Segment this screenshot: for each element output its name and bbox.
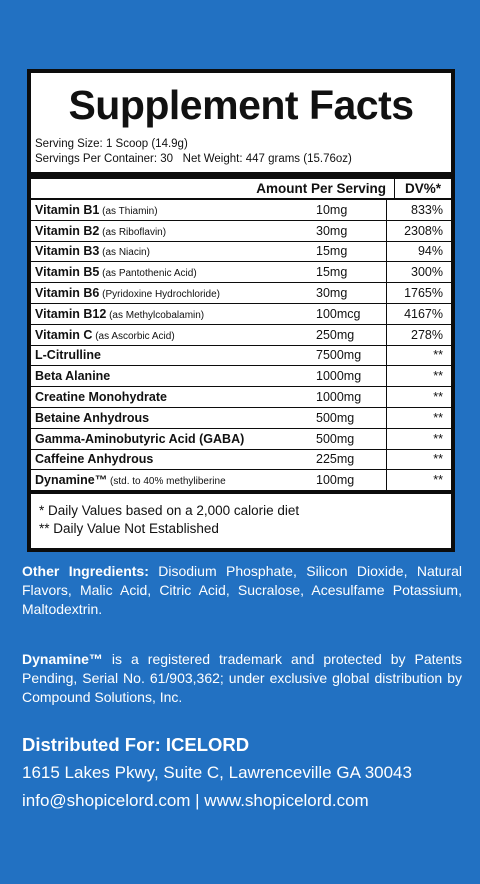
nutrient-amount: 250mg [316,327,355,342]
nutrient-rows [31,200,451,490]
trademark-notice [22,650,462,707]
table-row [31,450,451,471]
nutrient-name-cell [31,390,316,404]
nutrient-amount: 1000mg [316,369,362,384]
nutrient-amount: 100mcg [316,306,361,321]
nutrient-dv: ** [386,429,451,449]
serving-size: Serving Size: 1 Scoop (14.9g) [35,138,188,150]
nutrient-name: Vitamin B3 [35,244,100,259]
nutrient-name-cell [31,452,316,466]
nutrient-name: Betaine Anhydrous [35,410,150,425]
nutrient-name-cell [31,411,316,425]
thick-divider [31,172,451,179]
nutrient-name-cell [31,244,316,258]
nutrient-name: L-Citrulline [35,348,101,363]
table-row [31,200,451,221]
nutrient-dv: 2308% [386,221,451,241]
nutrient-amount: 500mg [316,431,355,446]
distributor-heading: Distributed For: ICELORD [22,734,250,755]
nutrient-name: Vitamin B2 [35,223,100,238]
nutrient-dv: 1765% [386,283,451,303]
table-row [31,262,451,283]
nutrient-name-cell [31,473,316,487]
nutrient-amount: 1000mg [316,390,362,405]
table-row [31,242,451,263]
footnote-daily-values: * Daily Values based on a 2,000 calorie diet [39,503,300,519]
table-row [31,429,451,450]
nutrient-name-cell [31,369,316,383]
nutrient-dv: ** [386,346,451,366]
servings-per-container: Servings Per Container: 30 Net Weight: 447 grams (15.76oz) [35,153,352,165]
table-row [31,304,451,325]
nutrient-name: Caffeine Anhydrous [35,452,154,467]
nutrient-dv: ** [386,387,451,407]
nutrient-dv: 300% [386,262,451,282]
nutrient-note: (as Ascorbic Acid) [92,330,175,342]
nutrient-name: Vitamin B6 [35,286,100,301]
nutrient-amount: 225mg [316,452,355,467]
nutrient-amount: 7500mg [316,348,362,363]
nutrient-note: (as Pantothenic Acid) [99,268,197,280]
nutrient-dv: ** [386,470,451,490]
table-row [31,325,451,346]
trademark-label: Dynamine™ [22,651,103,667]
nutrient-name-cell [31,307,316,321]
table-row [31,470,451,490]
nutrient-note: (Pyridoxine Hydrochloride) [99,289,220,301]
nutrient-note: (as Thiamin) [99,205,158,217]
nutrient-note: (as Niacin) [99,247,150,259]
nutrient-name-cell [31,265,316,279]
footnote-not-established: ** Daily Value Not Established [39,521,219,537]
nutrient-name-cell [31,224,316,238]
other-ingredients [22,562,462,619]
nutrient-amount: 500mg [316,410,355,425]
other-ingredients-text: Disodium Phosphate, Silicon Dioxide, Natural Flavors, Malic Acid, Citric Acid, Sucralose, Acesulfame Potassium, Maltodextrin. [22,563,462,617]
nutrient-name: Vitamin B5 [35,265,100,280]
nutrient-name: Dynamine™ [35,473,108,488]
nutrient-amount: 30mg [316,223,348,238]
table-row [31,346,451,367]
nutrient-name: Creatine Monohydrate [35,390,167,405]
nutrient-name-cell [31,328,316,342]
distributor-address: 1615 Lakes Pkwy, Suite C, Lawrenceville GA 30043 [22,763,412,782]
nutrient-amount: 15mg [316,265,348,280]
nutrient-amount: 10mg [316,202,348,217]
nutrient-dv: 94% [386,242,451,262]
footnotes [31,490,451,538]
nutrient-amount: 100mg [316,473,355,488]
nutrient-name-cell [31,203,316,217]
nutrient-name: Vitamin B1 [35,202,100,217]
nutrient-note: (as Methylcobalamin) [106,309,205,321]
nutrient-name-cell [31,286,316,300]
nutrient-dv: 4167% [386,304,451,324]
nutrient-dv: ** [386,366,451,386]
panel-title: Supplement Facts [68,82,414,128]
nutrient-dv: 833% [386,200,451,220]
table-row [31,283,451,304]
nutrient-dv: ** [386,450,451,470]
nutrient-name: Beta Alanine [35,369,111,384]
nutrient-note: (std. to 40% methyliberine [107,476,226,488]
nutrient-name-cell [31,348,316,362]
other-ingredients-label: Other Ingredients: [22,563,149,579]
amount-header: Amount Per Serving [256,181,386,196]
supplement-facts-panel [27,69,455,552]
table-row [31,408,451,429]
serving-info [31,137,451,167]
nutrient-amount: 15mg [316,244,348,259]
nutrient-name-cell [31,432,316,446]
nutrient-name: Gamma-Aminobutyric Acid (GABA) [35,431,245,446]
distributor-contact: info@shopicelord.com | www.shopicelord.com [22,791,369,810]
nutrient-name: Vitamin C [35,327,93,342]
nutrient-name: Vitamin B12 [35,306,107,321]
nutrient-dv: 278% [386,325,451,345]
nutrient-note: (as Riboflavin) [99,226,167,238]
table-row [31,366,451,387]
table-row [31,221,451,242]
dv-header: DV%* [394,179,451,198]
nutrient-amount: 30mg [316,286,348,301]
nutrient-dv: ** [386,408,451,428]
table-header [31,179,451,200]
trademark-text: is a registered trademark and protected by Patents Pending, Serial No. 61/903,362; under exclusive global distribution by Compound Solutions, Inc. [22,651,462,705]
table-row [31,387,451,408]
